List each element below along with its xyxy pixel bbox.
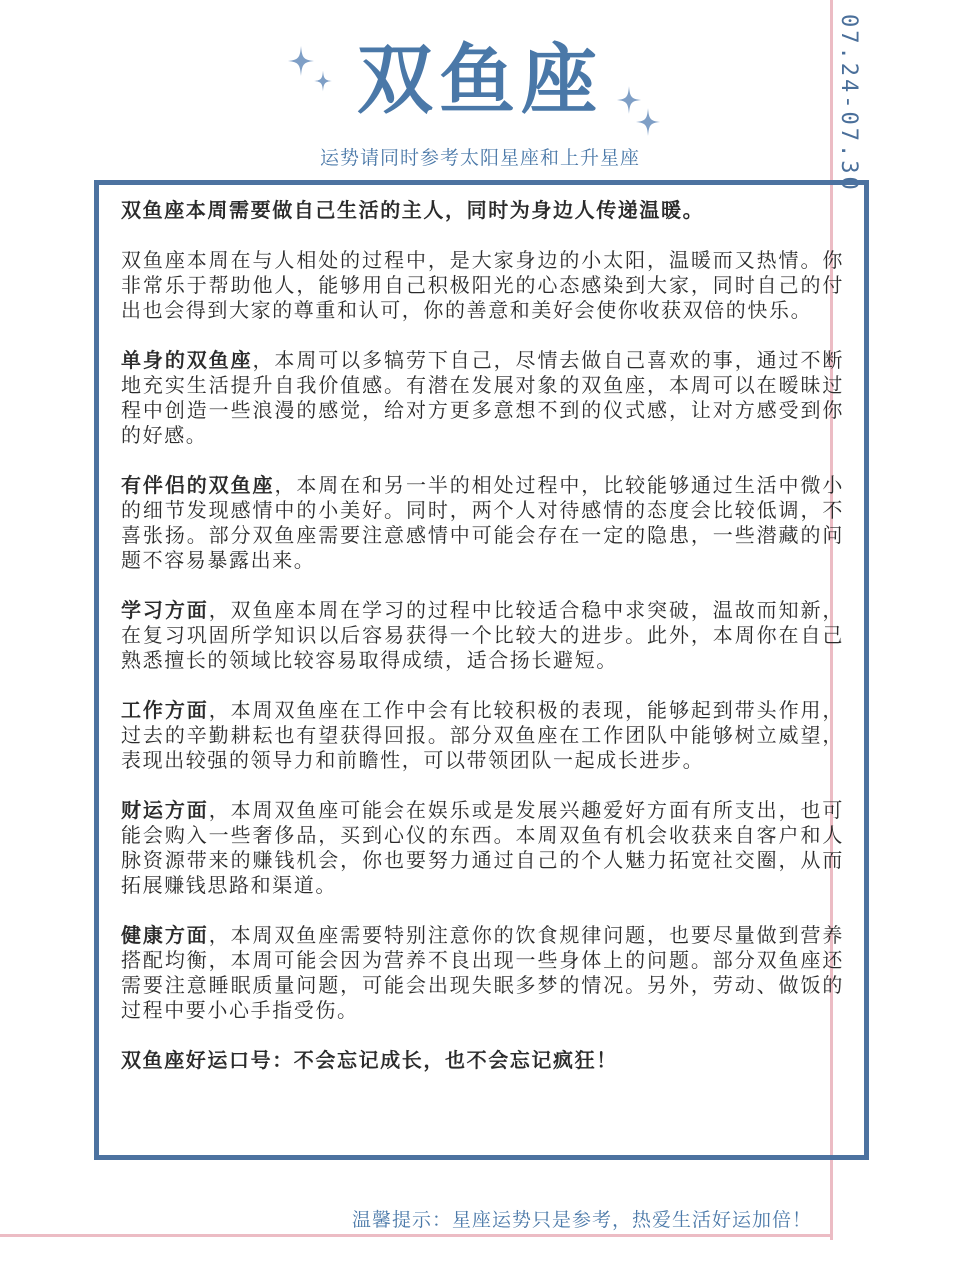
paragraph-label: 财运方面 <box>121 798 209 822</box>
paragraph-health <box>121 923 844 1023</box>
paragraph-partnered <box>121 473 844 573</box>
paragraph-label: 学习方面 <box>121 598 209 622</box>
date-range: 07.24-07.30 <box>836 14 861 193</box>
subtitle: 运势请同时参考太阳星座和上升星座 <box>319 147 640 169</box>
headline: 双鱼座本周需要做自己生活的主人，同时为身边人传递温暖。 <box>121 198 705 222</box>
paragraph-label: 工作方面 <box>121 698 209 722</box>
pink-horizontal-line <box>0 1234 833 1237</box>
paragraph-text: ，本周双鱼座可能会在娱乐或是发展兴趣爱好方面有所支出，也可能会购入一些奢侈品，买到心仪的东西。本周双鱼有机会收获来自客户和人脉资源带来的赚钱机会，你也要努力通过自己的个人魅力拓宽社交圈，从而拓展赚钱思路和渠道。 <box>121 798 845 897</box>
horoscope-content-box <box>94 180 869 1160</box>
paragraph-label: 单身的双鱼座 <box>121 348 253 372</box>
paragraph-single <box>121 348 844 448</box>
paragraph-text: ，本周双鱼座在工作中会有比较积极的表现，能够起到带头作用，过去的辛勤耕耘也有望获得回报。部分双鱼座在工作团队中能够树立威望，表现出较强的领导力和前瞻性，可以带领团队一起成长进步。 <box>121 698 845 772</box>
paragraph-wealth <box>121 798 844 898</box>
paragraph-text: 双鱼座本周在与人相处的过程中，是大家身边的小太阳，温暖而又热情。你非常乐于帮助他人，能够用自己积极阳光的心态感染到大家，同时自己的付出也会得到大家的尊重和认可，你的善意和美好会使你收获双倍的快乐。 <box>121 248 844 322</box>
lucky-slogan: 双鱼座好运口号：不会忘记成长，也不会忘记疯狂！ <box>121 1048 618 1072</box>
footer-tip: 温馨提示：星座运势只是参考，热爱生活好运加倍！ <box>351 1209 812 1231</box>
paragraph-study <box>121 598 844 673</box>
paragraph-text: ，本周可以多犒劳下自己，尽情去做自己喜欢的事，通过不断地充实生活提升自我价值感。有潜在发展对象的双鱼座，本周可以在暧昧过程中创造一些浪漫的感觉，给对方更多意想不到的仪式感，让对方感受到你的好感。 <box>121 348 844 447</box>
paragraph-label: 有伴侣的双鱼座 <box>121 473 275 497</box>
paragraph-text: ，本周在和另一半的相处过程中，比较能够通过生活中微小的细节发现感情中的小美好。同时，两个人对待感情的态度会比较低调，不喜张扬。部分双鱼座需要注意感情中可能会存在一定的隐患，一些潜藏的问题不容易暴露出来。 <box>121 473 844 572</box>
paragraph-text: ，双鱼座本周在学习的过程中比较适合稳中求突破，温故而知新，在复习巩固所学知识以后容易获得一个比较大的进步。此外，本周你在自己熟悉擅长的领域比较容易取得成绩，适合扬长避短。 <box>121 598 845 672</box>
paragraph-intro <box>121 248 844 323</box>
paragraph-label: 健康方面 <box>121 923 209 947</box>
page-title: 双鱼座 <box>357 35 603 124</box>
paragraph-text: ，本周双鱼座需要特别注意你的饮食规律问题，也要尽量做到营养搭配均衡，本周可能会因为营养不良出现一些身体上的问题。部分双鱼座还需要注意睡眠质量问题，可能会出现失眠多梦的情况。另外，劳动、做饭的过程中要小心手指受伤。 <box>121 923 845 1022</box>
paragraph-work <box>121 698 844 773</box>
